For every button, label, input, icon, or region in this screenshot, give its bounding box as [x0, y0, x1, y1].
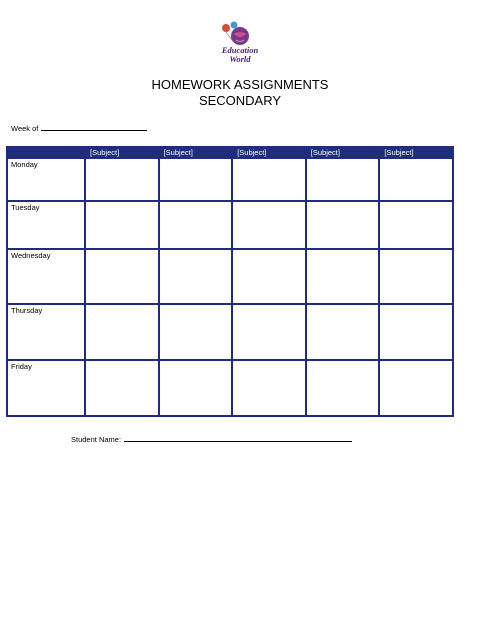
student-name-field	[71, 434, 352, 444]
day-label: Monday	[7, 158, 85, 201]
subject-header: [Subject]	[85, 147, 159, 158]
table-row	[7, 304, 453, 360]
assignment-cell[interactable]	[85, 360, 159, 416]
table-row	[7, 360, 453, 416]
assignment-cell[interactable]	[159, 158, 233, 201]
table-row	[7, 249, 453, 304]
assignment-cell[interactable]	[232, 201, 306, 249]
education-world-logo	[212, 20, 268, 68]
day-label: Friday	[7, 360, 85, 416]
assignment-cell[interactable]	[379, 249, 453, 304]
table-row	[7, 201, 453, 249]
assignment-cell[interactable]	[232, 304, 306, 360]
assignment-cell[interactable]	[85, 201, 159, 249]
student-name-line[interactable]	[124, 434, 352, 442]
page-title: HOMEWORK ASSIGNMENTS	[151, 77, 329, 92]
assignment-cell[interactable]	[379, 201, 453, 249]
assignment-cell[interactable]	[306, 158, 380, 201]
assignment-cell[interactable]	[232, 360, 306, 416]
subject-header: [Subject]	[379, 147, 453, 158]
logo-text-education: Education	[221, 45, 259, 55]
assignment-cell[interactable]	[159, 304, 233, 360]
assignment-cell[interactable]	[85, 304, 159, 360]
assignment-cell[interactable]	[306, 249, 380, 304]
assignment-cell[interactable]	[159, 201, 233, 249]
assignment-cell[interactable]	[159, 360, 233, 416]
header-corner	[7, 147, 85, 158]
subject-header: [Subject]	[159, 147, 233, 158]
header-row	[7, 147, 453, 158]
week-of-label: Week of	[11, 124, 39, 133]
assignment-cell[interactable]	[232, 249, 306, 304]
subject-header: [Subject]	[232, 147, 306, 158]
assignment-cell[interactable]	[379, 158, 453, 201]
week-of-field	[11, 123, 147, 133]
assignment-cell[interactable]	[379, 360, 453, 416]
week-of-line[interactable]	[41, 123, 147, 131]
assignment-cell[interactable]	[306, 360, 380, 416]
logo-text-world: World	[229, 54, 251, 64]
assignment-cell[interactable]	[232, 158, 306, 201]
subject-header: [Subject]	[306, 147, 380, 158]
assignment-cell[interactable]	[85, 249, 159, 304]
table-row	[7, 158, 453, 201]
homework-table	[6, 146, 454, 417]
assignment-cell[interactable]	[306, 304, 380, 360]
assignment-cell[interactable]	[379, 304, 453, 360]
assignment-cell[interactable]	[306, 201, 380, 249]
day-label: Tuesday	[7, 201, 85, 249]
student-name-label: Student Name:	[71, 435, 122, 444]
day-label: Thursday	[7, 304, 85, 360]
assignment-cell[interactable]	[85, 158, 159, 201]
day-label: Wednesday	[7, 249, 85, 304]
page-subtitle: SECONDARY	[198, 93, 282, 108]
assignment-cell[interactable]	[159, 249, 233, 304]
